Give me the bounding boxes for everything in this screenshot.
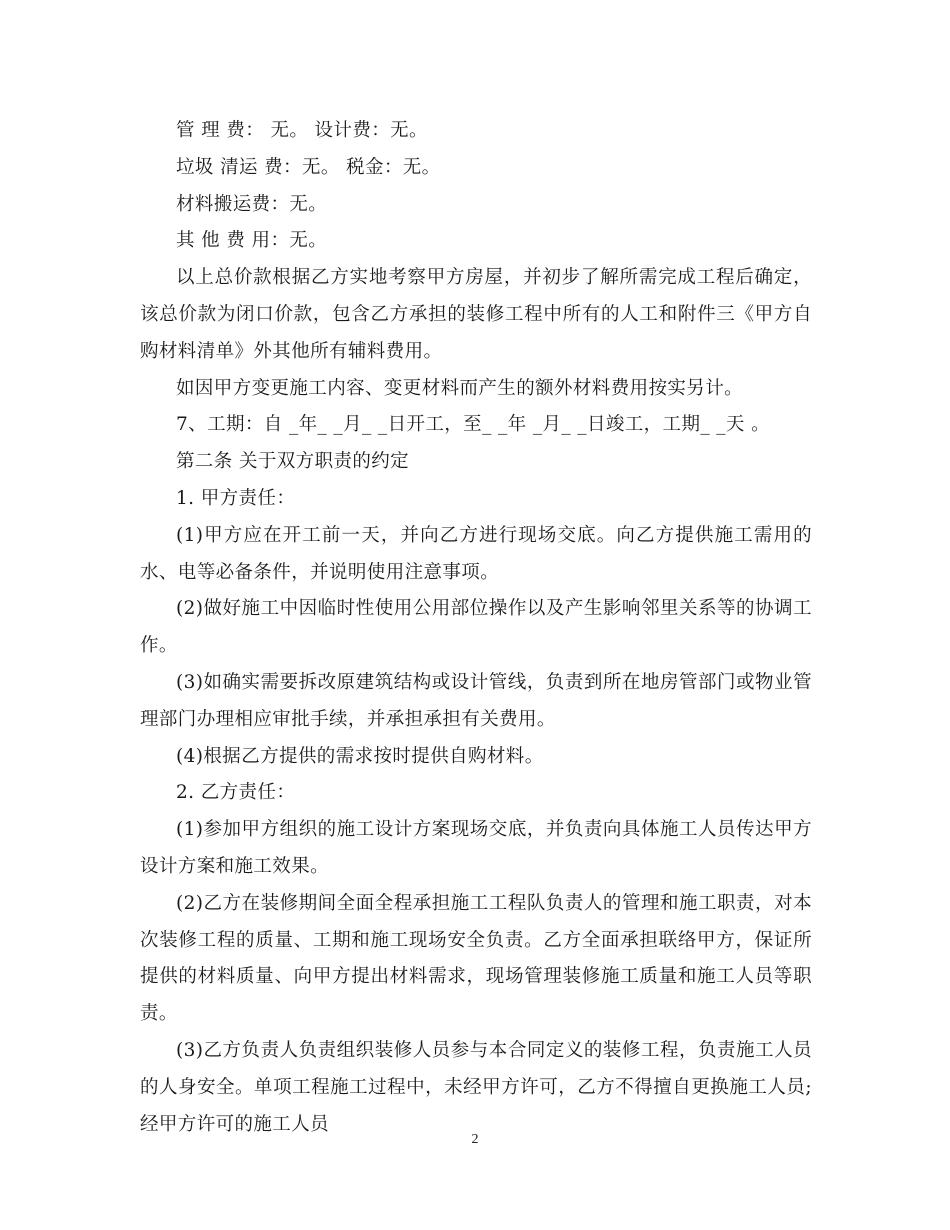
paragraph-garbage-tax: 垃圾 清运 费：无。 税金：无。 <box>176 156 441 178</box>
paragraph-extra-material-cost: 如因甲方变更施工内容、变更材料而产生的额外材料费用按实另计。 <box>176 377 744 399</box>
article-two-heading: 第二条 关于双方职责的约定 <box>176 451 410 473</box>
party-b-item-3: (3)乙方负责人负责组织装修人员参与本合同定义的装修工程，负责施工人员的人身安全。单项工程施工过程中，未经甲方许可，乙方不得擅自更换施工人员;经甲方许可的施工人员 <box>140 1039 812 1135</box>
party-a-responsibility-heading: 1. 甲方责任： <box>176 487 296 509</box>
paragraph-other-fees: 其 他 费 用：无。 <box>176 230 328 252</box>
paragraph-construction-period: 7、工期：自 _年_ _月_ _日开工，至_ _年 _月_ _日竣工，工期_ _天 。 <box>176 414 771 436</box>
party-b-item-2: (2)乙方在装修期间全面全程承担施工工程队负责人的管理和施工职责，对本次装修工程的质量、工期和施工现场安全负责。乙方全面承担联络甲方，保证所提供的材料质量、向甲方提出材料需求，现场管理装修施工质量和施工人员等职责。 <box>140 892 812 1025</box>
party-a-item-2: (2)做好施工中因临时性使用公用部位操作以及产生影响邻里关系等的协调工作。 <box>140 598 812 657</box>
party-a-item-4: (4)根据乙方提供的需求按时提供自购材料。 <box>176 745 544 767</box>
party-a-item-1: (1)甲方应在开工前一天，并向乙方进行现场交底。向乙方提供施工需用的水、电等必备条件，并说明使用注意事项。 <box>140 524 812 583</box>
paragraph-total-price: 以上总价款根据乙方实地考察甲方房屋，并初步了解所需完成工程后确定，该总价款为闭口价款，包含乙方承担的装修工程中所有的人工和附件三《甲方自购材料清单》外其他所有辅料费用。 <box>140 267 812 362</box>
document-body <box>140 113 812 1143</box>
paragraph-material-moving-fee: 材料搬运费：无。 <box>176 193 328 215</box>
party-a-item-3: (3)如确实需要拆改原建筑结构或设计管线，负责到所在地房管部门或物业管理部门办理相应审批手续，并承担承担有关费用。 <box>140 671 812 730</box>
paragraph-management-design-fee: 管 理 费： 无。 设计费：无。 <box>176 120 428 141</box>
page-number: 2 <box>471 1132 479 1147</box>
party-b-item-1: (1)参加甲方组织的施工设计方案现场交底，并负责向具体施工人员传达甲方设计方案和施工效果。 <box>140 819 812 877</box>
party-b-responsibility-heading: 2. 乙方责任： <box>176 782 296 804</box>
